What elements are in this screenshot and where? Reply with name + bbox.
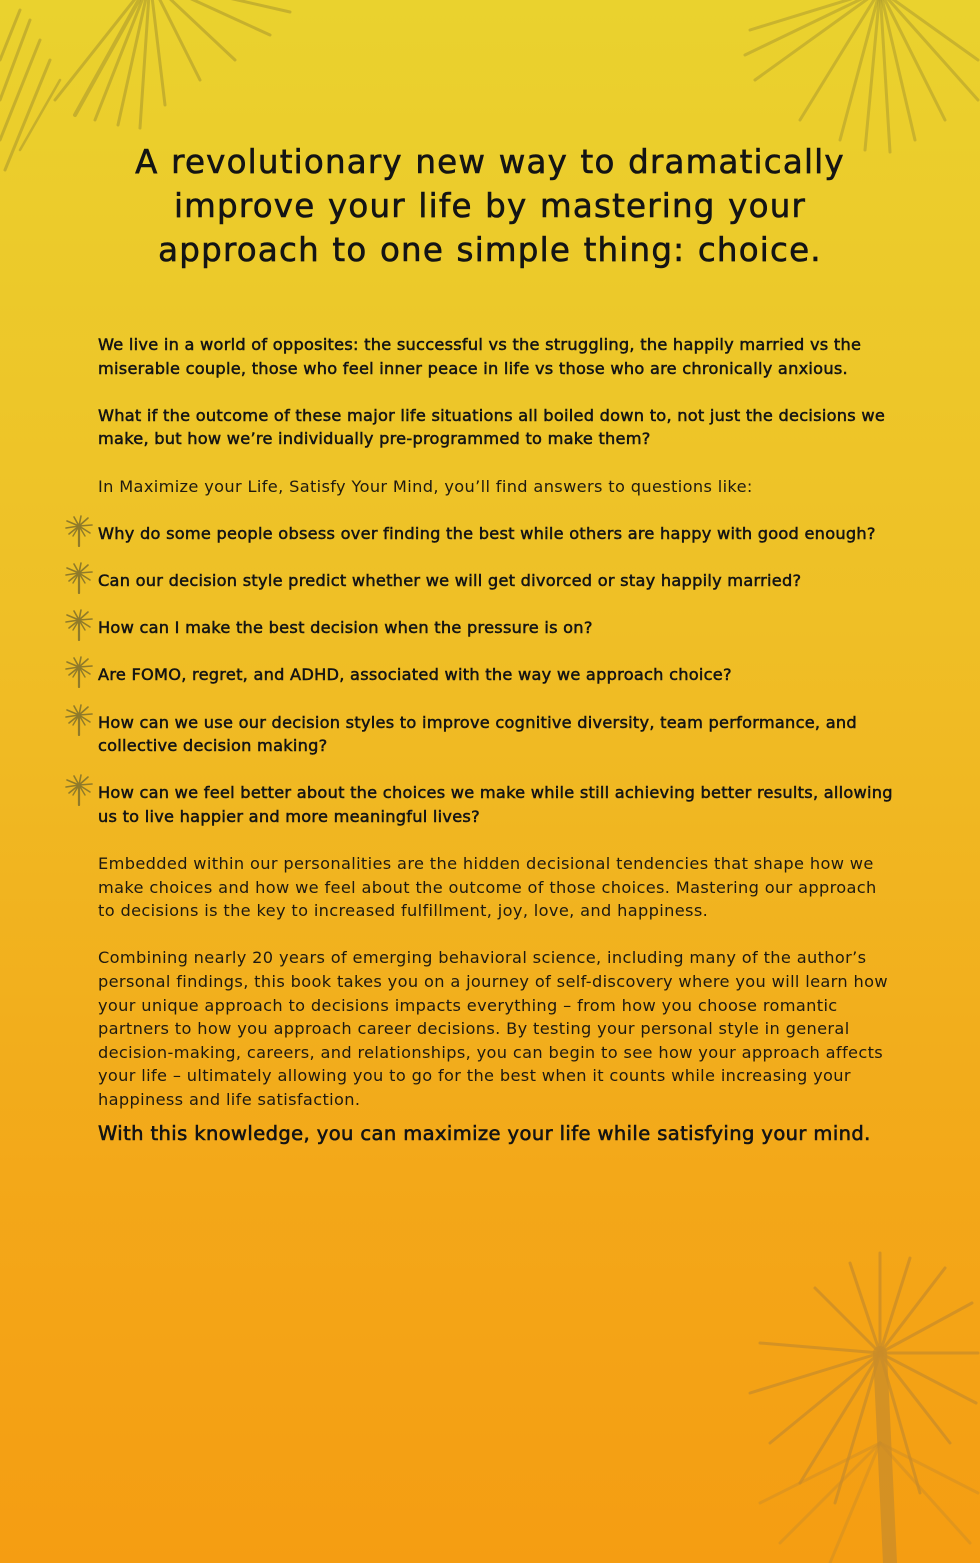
intro-what-if: What if the outcome of these major life situations all boiled down to, not just the decisions we make, but how we’re individually pre-programmed to make them? xyxy=(98,405,886,449)
question-item xyxy=(98,522,898,546)
body-embedded: Embedded within our personalities are the hidden decisional tendencies that shape how we make choices and how we feel about the outcome of those choices. Mastering our approach to decisions is the key to increased fulfillment, joy, love, and happiness. xyxy=(98,854,877,921)
question-item xyxy=(98,569,898,593)
palm-tree-icon xyxy=(64,656,94,688)
question-item xyxy=(98,616,898,640)
question-text: Are FOMO, regret, and ADHD, associated with the way we approach choice? xyxy=(98,665,732,685)
closing-statement: With this knowledge, you can maximize your life while satisfying your mind. xyxy=(98,1121,871,1145)
question-list xyxy=(98,522,898,829)
question-text: Can our decision style predict whether we will get divorced or stay happily married? xyxy=(98,570,802,590)
question-text: How can we use our decision styles to improve cognitive diversity, team performance, and collective decision making? xyxy=(98,712,857,756)
intro-lead-in: In Maximize your Life, Satisfy Your Mind, you’ll find answers to questions like: xyxy=(98,476,753,496)
question-text: Why do some people obsess over finding the best while others are happy with good enough? xyxy=(98,523,876,543)
question-item xyxy=(98,711,898,758)
palm-tree-icon xyxy=(64,704,94,736)
palm-tree-bottom-right-icon xyxy=(740,1243,980,1563)
headline: A revolutionary new way to dramatically improve your life by mastering your approach to one simple thing: choice. xyxy=(135,143,845,269)
question-item xyxy=(98,781,898,828)
description-body xyxy=(98,333,898,1148)
palm-tree-icon xyxy=(64,774,94,806)
palm-tree-icon xyxy=(64,515,94,547)
intro-opposites: We live in a world of opposites: the successful vs the struggling, the happily married vs the miserable couple, those who feel inner peace in life vs those who are chronically anxious. xyxy=(98,335,862,378)
question-item xyxy=(98,663,898,687)
palm-tree-icon xyxy=(64,562,94,594)
palm-fronds-top-right-icon xyxy=(740,0,980,160)
question-text: How can we feel better about the choices we make while still achieving better results, allowing us to live happier and more meaningful lives? xyxy=(98,783,893,826)
palm-tree-icon xyxy=(64,609,94,641)
question-text: How can I make the best decision when the pressure is on? xyxy=(98,618,593,638)
body-combining: Combining nearly 20 years of emerging behavioral science, including many of the author’s personal findings, this book takes you on a journey of self-discovery where you will learn how your unique approach to decisions impacts everything – from how you choose romantic partners to how you approach career decisions. By testing your personal style in general decision-making, careers, and relationships, you can begin to see how your approach affects your life – ultimately allowing you to go for the best when it counts while increasing your happiness and life satisfaction. xyxy=(98,948,888,1109)
